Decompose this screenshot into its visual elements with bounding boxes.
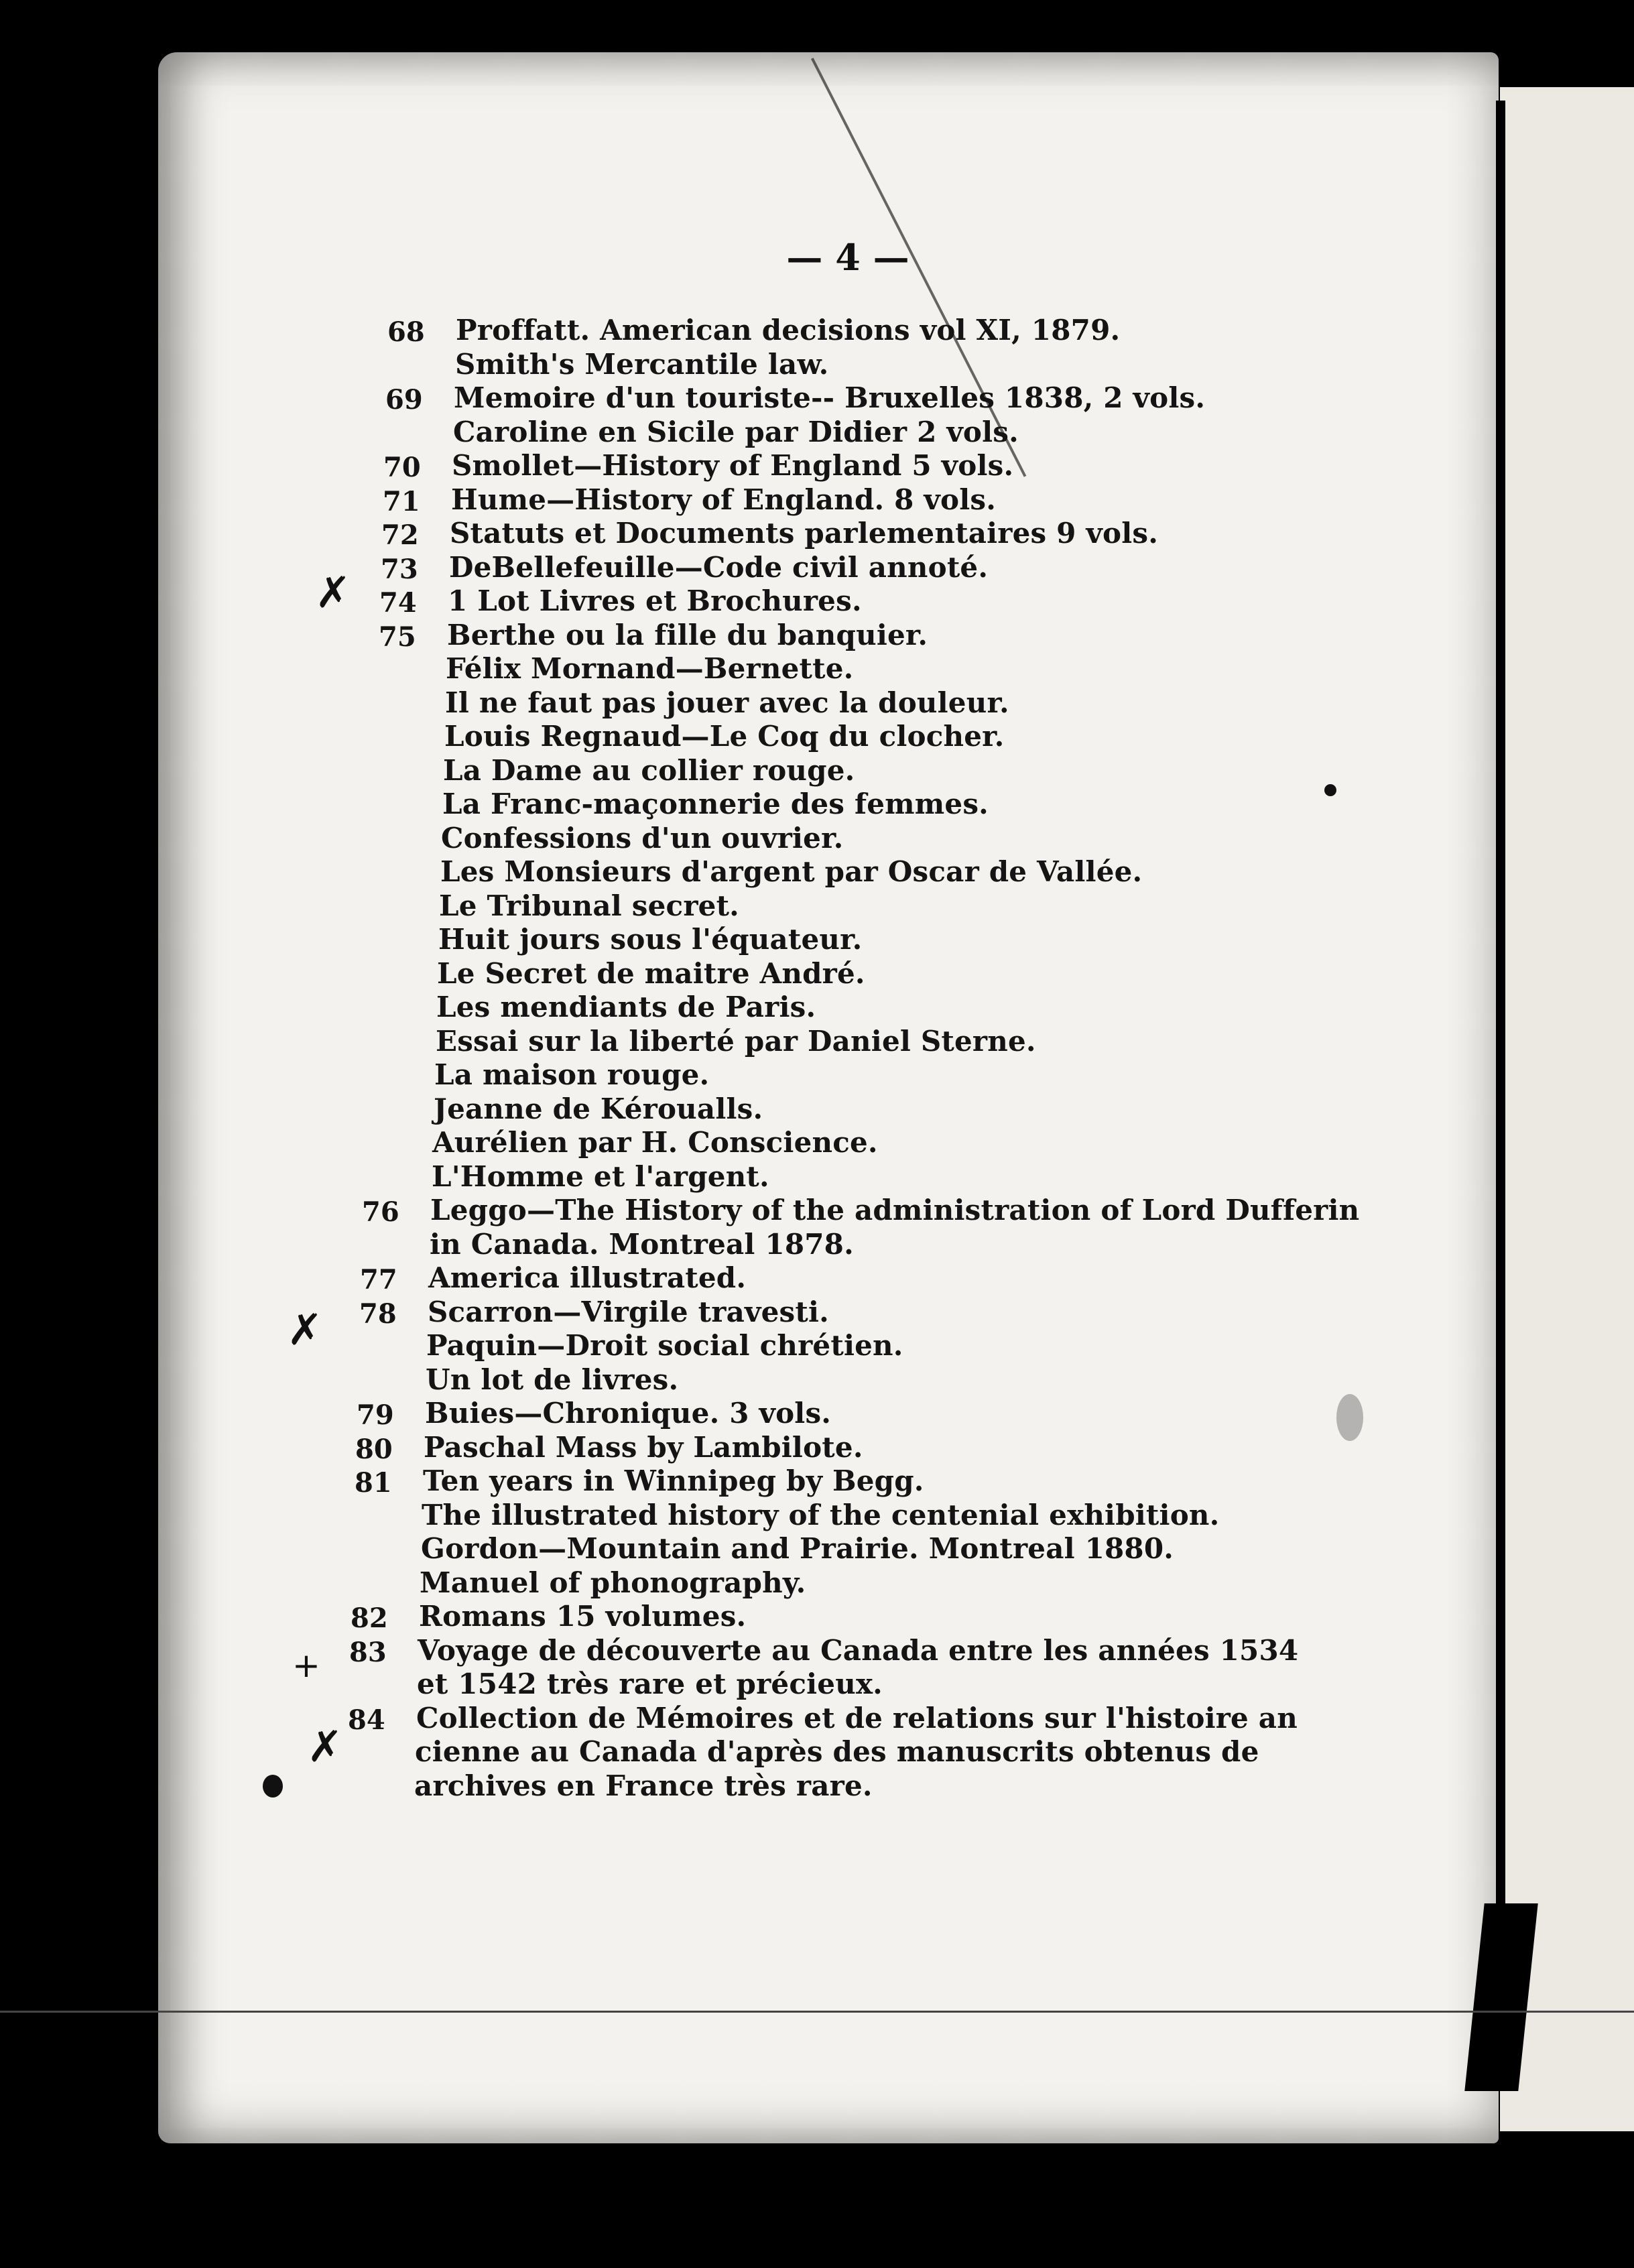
catalogue-line <box>0 1025 1542 1061</box>
lot-description: in Canada. Montreal 1878. <box>430 1228 854 1261</box>
catalogue-line <box>0 754 1542 790</box>
catalogue-line <box>0 1194 1542 1230</box>
lot-description: Leggo—The History of the administration of Lord Dufferin <box>430 1194 1360 1226</box>
catalogue-line <box>0 1092 1542 1129</box>
lot-description: Le Secret de maitre André. <box>437 957 865 990</box>
catalogue-line <box>0 889 1542 926</box>
lot-number: 78 <box>359 1298 397 1330</box>
lot-description: et 1542 très rare et précieux. <box>417 1667 883 1700</box>
handwritten-cross-mark-78: ✗ <box>287 1306 323 1355</box>
lot-description: Les Monsieurs d'argent par Oscar de Vallée. <box>440 855 1143 888</box>
catalogue-line <box>0 822 1542 858</box>
lot-description: Smith's Mercantile law. <box>455 348 829 381</box>
lot-number: 76 <box>362 1196 399 1228</box>
lot-description: Manuel of phonography. <box>420 1566 806 1599</box>
lot-description: Collection de Mémoires et de relations sur l'histoire an <box>416 1702 1298 1735</box>
lot-number: 74 <box>379 587 417 619</box>
lot-description: Gordon—Mountain and Prairie. Montreal 1880. <box>421 1532 1174 1565</box>
catalogue-line <box>0 551 1542 587</box>
catalogue-line <box>0 584 1542 621</box>
catalogue-line <box>0 1228 1542 1264</box>
lot-number: 68 <box>387 316 425 348</box>
catalogue-line <box>0 1126 1542 1162</box>
catalogue-line <box>0 686 1542 722</box>
ink-blot <box>1324 784 1336 796</box>
lot-description: Jeanne de Kéroualls. <box>434 1092 763 1125</box>
lot-number: 70 <box>383 452 421 483</box>
lot-description: Berthe ou la fille du banquier. <box>447 619 928 651</box>
lot-number: 84 <box>348 1704 385 1736</box>
catalogue-line <box>0 855 1542 891</box>
lot-description: Un lot de livres. <box>426 1363 679 1396</box>
catalogue-line <box>0 788 1542 824</box>
catalogue-line <box>0 1431 1542 1467</box>
catalogue-line <box>0 720 1542 756</box>
lot-description: Hume—History of England. 8 vols. <box>451 483 997 516</box>
lot-number: 79 <box>357 1399 394 1431</box>
lot-description: Smollet—History of England 5 vols. <box>452 449 1014 482</box>
lot-description: Ten years in Winnipeg by Begg. <box>423 1464 924 1497</box>
lot-description: Caroline en Sicile par Didier 2 vols. <box>453 416 1019 448</box>
lot-description: 1 Lot Livres et Brochures. <box>448 584 862 617</box>
catalogue-line <box>0 1160 1542 1196</box>
catalogue-line <box>0 1600 1542 1636</box>
lot-description: Paquin—Droit social chrétien. <box>426 1329 903 1362</box>
lot-description: Confessions d'un ouvrier. <box>441 822 844 855</box>
catalogue-line <box>0 1464 1542 1501</box>
catalogue-line <box>0 619 1542 655</box>
catalogue-line <box>0 923 1542 959</box>
catalogue-line <box>0 1296 1542 1332</box>
lot-description: Le Tribunal secret. <box>439 889 739 922</box>
catalogue-line <box>0 1261 1542 1298</box>
catalogue-line <box>0 1634 1542 1670</box>
lot-description: La Dame au collier rouge. <box>443 754 855 787</box>
lot-description: cienne au Canada d'après des manuscrits obtenus de <box>415 1735 1259 1768</box>
catalogue-line <box>0 1566 1542 1602</box>
catalogue-line <box>0 1058 1542 1094</box>
lot-description: Romans 15 volumes. <box>419 1600 747 1633</box>
catalogue-line <box>0 1532 1542 1568</box>
lot-number: 73 <box>381 554 418 585</box>
lot-number: 77 <box>360 1264 397 1296</box>
lot-description: Il ne faut pas jouer avec la douleur. <box>445 686 1009 719</box>
catalogue-line <box>0 381 1542 418</box>
catalogue-line <box>0 1499 1542 1535</box>
catalogue-line <box>0 652 1542 688</box>
lot-description: Louis Regnaud—Le Coq du clocher. <box>444 720 1005 753</box>
ink-blot <box>263 1775 283 1798</box>
lot-description: Essai sur la liberté par Daniel Sterne. <box>436 1025 1036 1058</box>
lot-description: Huit jours sous l'équateur. <box>438 923 863 956</box>
handwritten-cross-mark-74: ✗ <box>315 568 351 618</box>
catalogue-line <box>0 1329 1542 1365</box>
lot-number: 69 <box>385 384 423 416</box>
catalogue-line <box>0 1667 1542 1704</box>
lot-description: America illustrated. <box>428 1261 747 1294</box>
catalogue-line <box>0 314 1542 350</box>
lot-number: 75 <box>379 621 416 653</box>
ink-smudge <box>1336 1394 1363 1441</box>
lot-description: Aurélien par H. Conscience. <box>432 1126 878 1159</box>
catalogue-line <box>0 1735 1542 1771</box>
lot-number: 82 <box>351 1602 388 1634</box>
lot-description: Voyage de découverte au Canada entre les années 1534 <box>418 1634 1299 1667</box>
lot-description: Scarron—Virgile travesti. <box>428 1296 829 1328</box>
lot-description: Memoire d'un touriste-- Bruxelles 1838, 2 vols. <box>454 381 1206 414</box>
lot-description: L'Homme et l'argent. <box>432 1160 769 1193</box>
lot-description: La Franc-maçonnerie des femmes. <box>442 788 989 820</box>
catalogue-line <box>0 517 1542 553</box>
lot-number: 71 <box>383 486 420 517</box>
lot-description: Proffatt. American decisions vol XI, 1879. <box>456 314 1121 346</box>
page-number: — 4 — <box>786 236 909 279</box>
lot-description: Félix Mornand—Bernette. <box>446 652 854 685</box>
catalogue-line <box>0 1397 1542 1433</box>
lot-number: 72 <box>381 519 419 551</box>
lot-description: Buies—Chronique. 3 vols. <box>425 1397 832 1430</box>
catalogue-line <box>0 348 1542 384</box>
catalogue-line <box>0 1363 1542 1399</box>
catalogue-line <box>0 991 1542 1027</box>
lot-number: 83 <box>349 1637 387 1668</box>
lot-description: The illustrated history of the centenial exhibition. <box>422 1499 1220 1531</box>
lot-description: archives en France très rare. <box>414 1769 873 1802</box>
catalogue-line <box>0 483 1542 519</box>
catalogue-line <box>0 957 1542 993</box>
handwritten-cross-mark-83: + <box>292 1646 320 1685</box>
lot-description: Les mendiants de Paris. <box>436 991 816 1023</box>
lot-number: 81 <box>355 1467 392 1499</box>
catalogue-line <box>0 449 1542 485</box>
lot-description: La maison rouge. <box>434 1058 710 1091</box>
catalogue-line <box>0 1702 1542 1738</box>
catalogue-line <box>0 416 1542 452</box>
lot-description: DeBellefeuille—Code civil annoté. <box>449 551 989 584</box>
lot-description: Paschal Mass by Lambilote. <box>424 1431 863 1464</box>
handwritten-cross-mark-84: ✗ <box>307 1722 343 1772</box>
lot-number: 80 <box>355 1434 393 1465</box>
catalogue-line <box>0 1769 1542 1806</box>
lot-description: Statuts et Documents parlementaires 9 vols. <box>450 517 1159 550</box>
